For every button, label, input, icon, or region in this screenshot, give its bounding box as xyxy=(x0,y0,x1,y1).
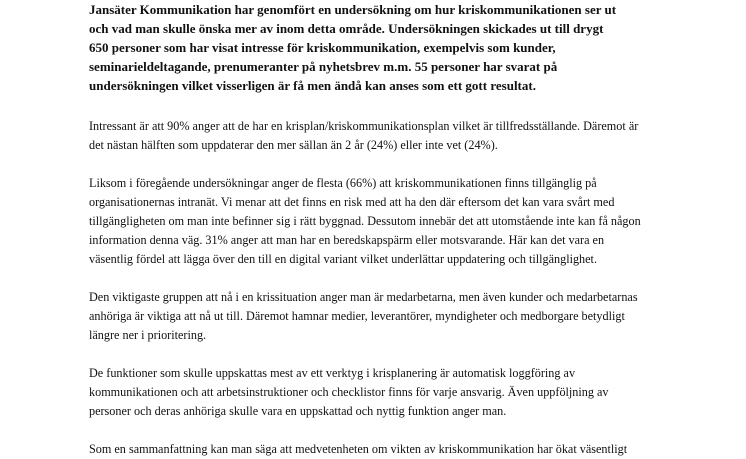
lead-line: seminarieldeltagande, prenumeranter på nyhetsbrev m.m. 55 personer har svarat på xyxy=(89,59,558,74)
paragraph-line: tillgängligheten om man inte befinner sig i rätt byggnad. Dessutom innebär det att utomstående inte kan få någon xyxy=(89,214,641,228)
paragraph-line: Intressant är att 90% anger att de har en krisplan/kriskommunikationsplan vilket är tillfredsställande. Däremot är xyxy=(89,119,639,133)
document-page xyxy=(89,0,669,459)
paragraph-line: Liksom i föregående undersökningar anger de flesta (66%) att kriskommunikationen finns tillgänglig på xyxy=(89,176,597,190)
paragraph-krisplan xyxy=(89,117,669,155)
lead-line: och vad man skulle önska mer av inom detta område. Undersökningen skickades ut till drygt xyxy=(89,21,604,36)
lead-line: 650 personer som har visat intresse för kriskommunikation, exempelvis som kunder, xyxy=(89,40,556,55)
paragraph-intranat xyxy=(89,174,669,269)
paragraph-sammanfattning xyxy=(89,440,669,459)
paragraph-malgrupper xyxy=(89,288,669,345)
paragraph-line: organisationernas intranät. Vi menar att det finns en risk med att ha den där eftersom det kan vara svårt med xyxy=(89,195,615,209)
paragraph-funktioner xyxy=(89,364,669,421)
lead-line: Jansäter Kommunikation har genomfört en undersökning om hur kriskommunikationen ser ut xyxy=(89,2,617,17)
lead-paragraph xyxy=(89,0,669,95)
paragraph-line: Den viktigaste gruppen att nå i en krissituation anger man är medarbetarna, men även kunder och medarbetarnas xyxy=(89,290,638,304)
paragraph-line: det nästan hälften som uppdaterar den mer sällan än 2 år (24%) eller inte vet (24%). xyxy=(89,138,498,152)
paragraph-line: Som en sammanfattning kan man säga att medvetenheten om vikten av kriskommunikation har ökat väsentligt xyxy=(89,442,628,456)
lead-line: undersökningen vilket visserligen är få men ändå kan anses som ett gott resultat. xyxy=(89,78,536,93)
paragraph-line: information denna väg. 31% anger att man har en beredskapspärm eller motsvarande. Här kan det vara en xyxy=(89,233,605,247)
paragraph-line: anhöriga är viktiga att nå ut till. Däremot hamnar medier, leverantörer, myndigheter och medborgare betydligt xyxy=(89,309,625,323)
paragraph-line: personer och deras anhöriga skulle vara en uppskattad och nyttig funktion anger man. xyxy=(89,404,507,418)
paragraph-line: De funktioner som skulle uppskattas mest av ett verktyg i krisplanering är automatisk loggföring av xyxy=(89,366,576,380)
paragraph-line: väsentlig fördel att lägga över den till en digital variant vilket underlättar uppdatering och tillgänglighet. xyxy=(89,252,597,266)
paragraph-line: kommunikationen och att arbetsinstruktioner och checklistor finns för varje ansvarig. Även uppföljning av xyxy=(89,385,609,399)
paragraph-line: längre ner i prioritering. xyxy=(89,328,207,342)
